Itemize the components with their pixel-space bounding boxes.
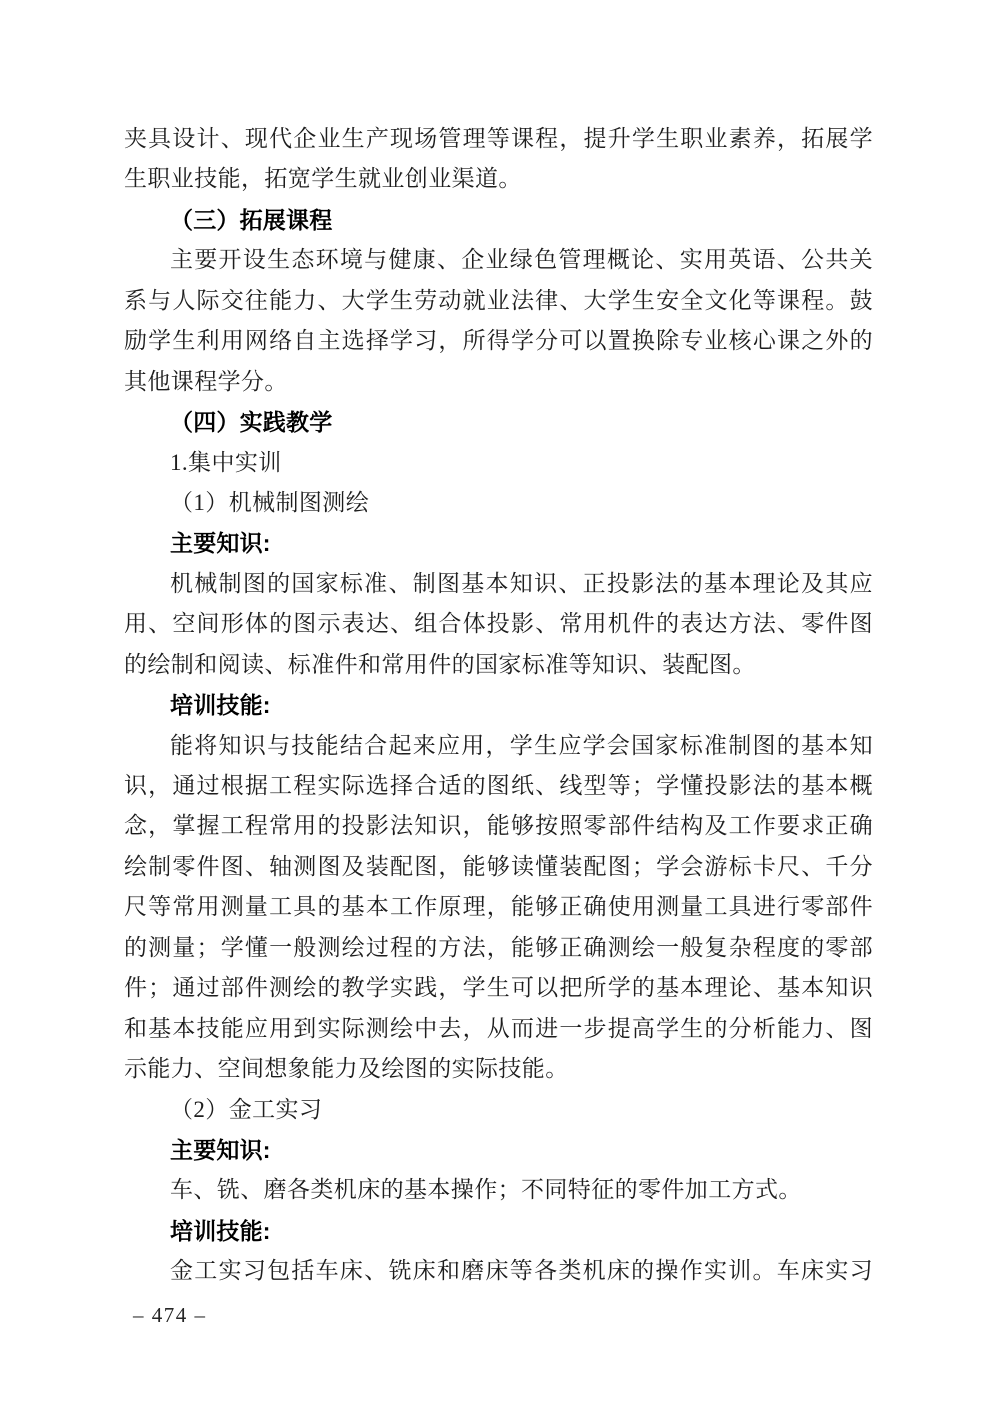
- paragraph-line: 用、空间形体的图示表达、组合体投影、常用机件的表达方法、零件图: [124, 611, 873, 637]
- section-heading: （三）拓展课程: [170, 206, 333, 233]
- paragraph-line: 识，通过根据工程实际选择合适的图纸、线型等；学懂投影法的基本概: [124, 773, 873, 798]
- paragraph-line: 励学生利用网络自主选择学习，所得学分可以置换除专业核心课之外的: [124, 328, 873, 354]
- paragraph-line: 系与人际交往能力、大学生劳动就业法律、大学生安全文化等课程。鼓: [124, 287, 873, 313]
- paragraph-start: 能将知识与技能结合起来应用，学生应学会国家标准制图的基本知: [170, 732, 873, 758]
- paragraph-end: 车、铣、磨各类机床的基本操作；不同特征的零件加工方式。: [170, 1177, 802, 1203]
- paragraph-line: 夹具设计、现代企业生产现场管理等课程，提升学生职业素养，拓展学: [124, 126, 873, 151]
- paragraph-end: 的绘制和阅读、标准件和常用件的国家标准等知识、装配图。: [124, 651, 756, 677]
- paragraph-line: 绘制零件图、轴测图及装配图，能够读懂装配图；学会游标卡尺、千分: [124, 853, 873, 879]
- label: 主要知识:: [170, 530, 271, 557]
- paragraph-line: 尺等常用测量工具的基本工作原理，能够正确使用测量工具进行零部件: [124, 894, 873, 920]
- paragraph-line: 件；通过部件测绘的教学实践，学生可以把所学的基本理论、基本知识: [124, 975, 873, 1001]
- paragraph-start: 机械制图的国家标准、制图基本知识、正投影法的基本理论及其应: [170, 570, 873, 596]
- paragraph-line: 的测量；学懂一般测绘过程的方法，能够正确测绘一般复杂程度的零部: [124, 934, 873, 960]
- paragraph-line: 和基本技能应用到实际测绘中去，从而进一步提高学生的分析能力、图: [124, 1015, 873, 1041]
- document-body: [124, 119, 873, 1292]
- paragraph-start: 金工实习包括车床、铣床和磨床等各类机床的操作实训。车床实习: [170, 1258, 873, 1284]
- paragraph-end: 生职业技能，拓宽学生就业创业渠道。: [124, 166, 522, 192]
- label: 培训技能:: [170, 1217, 271, 1244]
- numbered-item: （1）机械制图测绘: [170, 489, 370, 515]
- paragraph-end: 示能力、空间想象能力及绘图的实际技能。: [124, 1056, 569, 1082]
- numbered-item: 1.集中实训: [170, 449, 282, 475]
- paragraph-end: 其他课程学分。: [124, 368, 288, 394]
- label: 主要知识:: [170, 1136, 271, 1163]
- label: 培训技能:: [170, 692, 271, 719]
- paragraph-start: 主要开设生态环境与健康、企业绿色管理概论、实用英语、公共关: [170, 247, 873, 273]
- numbered-item: （2）金工实习: [170, 1096, 323, 1122]
- section-heading: （四）实践教学: [170, 409, 333, 436]
- paragraph-line: 念，掌握工程常用的投影法知识，能够按照零部件结构及工作要求正确: [124, 813, 873, 839]
- page-number: – 474 –: [133, 1303, 207, 1327]
